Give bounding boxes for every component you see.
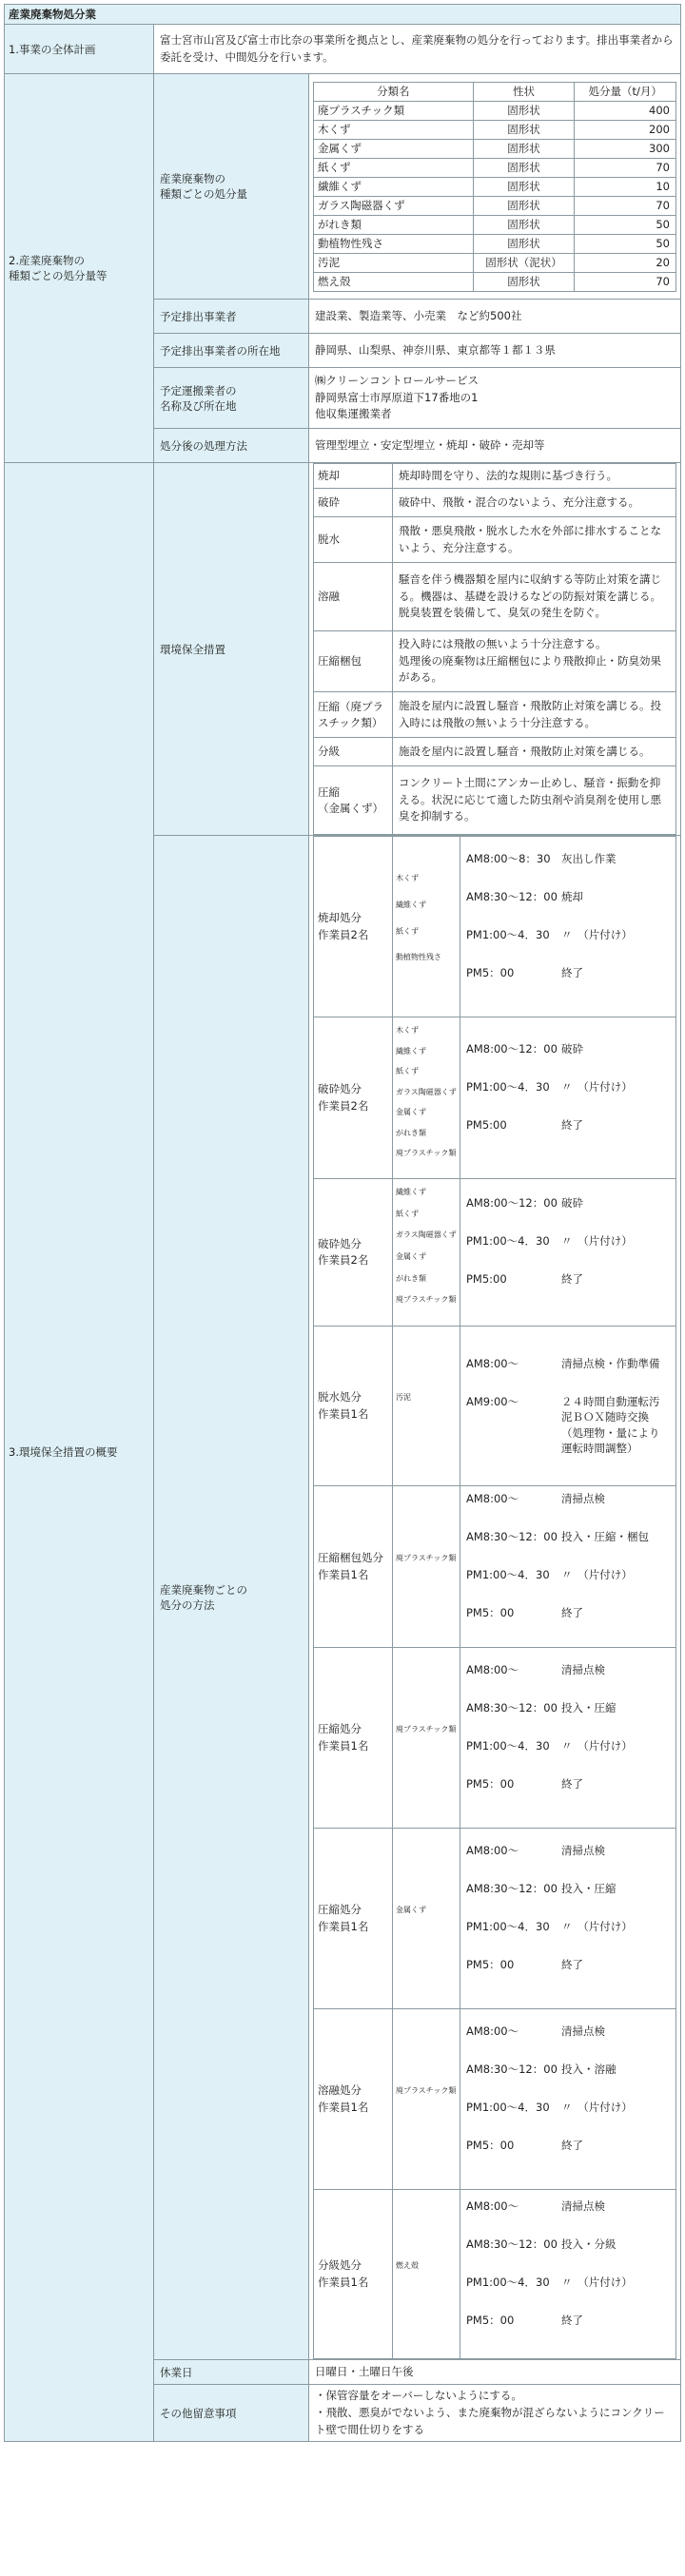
env-item-text: 投入時には飛散の無いよう十分注意する。 処理後の廃棄物は圧縮梱包により飛散抑止・防臭効果がある。 — [393, 631, 676, 692]
env-item-name: 焼却 — [314, 464, 393, 489]
disposal-table — [4, 4, 681, 2442]
schedule-cell — [460, 1179, 676, 1327]
env-item-name: 分級 — [314, 738, 393, 766]
waste-qty: 70 — [575, 196, 676, 215]
schedule-time: AM8:30～12：00 — [466, 889, 558, 903]
method-block — [314, 1486, 676, 1648]
amount-row — [314, 196, 676, 215]
method-label: 処分後の処理方法 — [154, 429, 309, 463]
amount-row — [314, 139, 676, 158]
amount-label: 産業廃棄物の 種類ごとの処分量 — [154, 74, 309, 300]
col-header-name: 分類名 — [314, 82, 474, 101]
schedule-activity: 〃 （片付け） — [561, 1567, 633, 1581]
schedule-row — [466, 1233, 670, 1271]
waste-qty: 50 — [575, 215, 676, 234]
waste-types-cell — [393, 1829, 460, 2009]
amount-row — [314, 272, 676, 291]
waste-type-tag: 汚泥 — [396, 1392, 411, 1402]
env-item-text: 施設を屋内に設置し騒音・飛散防止対策を講じる。 — [393, 738, 676, 766]
schedule-row — [466, 1843, 670, 1881]
emitters-label: 予定排出事業者 — [154, 300, 309, 334]
waste-qty: 200 — [575, 120, 676, 139]
waste-type-tag: ガラス陶磁器くず — [396, 1230, 457, 1240]
method-block — [314, 1648, 676, 1829]
waste-type-tag: 廃プラスチック類 — [396, 2085, 457, 2095]
schedule-time: AM8:00～8：30 — [466, 851, 551, 865]
waste-state: 固形状 — [473, 196, 575, 215]
waste-type-tag: 廃プラスチック類 — [396, 1553, 457, 1562]
schedule-cell — [460, 1829, 676, 2009]
waste-type-tag: 燃え殻 — [396, 2260, 419, 2270]
waste-types-cell — [393, 1327, 460, 1486]
method-block-name: 焼却処分 作業員2名 — [314, 837, 393, 1017]
schedule-time: PM1:00～4．30 — [466, 1079, 550, 1094]
schedule-cell — [460, 2190, 676, 2359]
waste-type-tag: 金属くず — [396, 1252, 426, 1261]
waste-qty: 20 — [575, 253, 676, 272]
schedule-time: AM8:00～12：00 — [466, 1196, 558, 1210]
schedule-row — [466, 2275, 670, 2313]
method-block-name: 破砕処分 作業員2名 — [314, 1179, 393, 1327]
schedule-time: PM5：00 — [466, 1957, 515, 1971]
waste-type-tag: 廃プラスチック類 — [396, 1724, 457, 1733]
waste-qty: 400 — [575, 101, 676, 120]
waste-state: 固形状 — [473, 158, 575, 177]
waste-state: 固形状（泥状） — [473, 253, 575, 272]
schedule-row — [466, 1394, 670, 1455]
waste-type-tag: 金属くず — [396, 1108, 426, 1117]
schedule-activity: 投入・圧縮 — [561, 1881, 616, 1895]
waste-name: ガラス陶磁器くず — [314, 196, 474, 215]
waste-types-cell — [393, 837, 460, 1017]
schedule-time: AM8:00～12：00 — [466, 1041, 558, 1056]
method-block-name: 圧縮処分 作業員1名 — [314, 1829, 393, 2009]
emitters-value: 建設業、製造業等、小売業 など約500社 — [309, 300, 681, 334]
schedule-activity: 清掃点検 — [561, 2024, 605, 2038]
waste-name: 木くず — [314, 120, 474, 139]
waste-type-tag: 動植物性残さ — [396, 953, 441, 962]
schedule-time: PM1:00～4．30 — [466, 1919, 550, 1933]
env-item-name: 圧縮梱包 — [314, 631, 393, 692]
waste-type-tag: 繊維くず — [396, 1046, 426, 1056]
schedule-activity: 投入・溶融 — [561, 2062, 616, 2076]
waste-types-cell — [393, 2190, 460, 2359]
schedule-activity: 清掃点検 — [561, 1843, 605, 1857]
schedule-activity: 破砕 — [561, 1196, 583, 1210]
transport-value: ㈱クリーンコントロールサービス 静岡県富士市厚原道下17番地の1 他収集運搬業者 — [309, 368, 681, 429]
schedule-row — [466, 2237, 670, 2275]
method-block — [314, 1017, 676, 1179]
schedule-time: PM1:00～4．30 — [466, 1567, 550, 1581]
schedule-time: AM8:00～ — [466, 1843, 519, 1857]
schedule-time: PM5：00 — [466, 1605, 515, 1619]
schedule-activity: 〃 （片付け） — [561, 1079, 633, 1094]
waste-type-tag: がれき類 — [396, 1273, 426, 1283]
schedule-row — [466, 851, 670, 889]
waste-state: 固形状 — [473, 215, 575, 234]
schedule-row — [466, 889, 670, 927]
waste-types-cell — [393, 1017, 460, 1179]
schedule-activity: 焼却 — [561, 889, 583, 903]
schedule-cell — [460, 1017, 676, 1179]
method-block-name: 溶融処分 作業員1名 — [314, 2009, 393, 2190]
env-item-name: 圧縮 （金属くず） — [314, 766, 393, 835]
schedule-row — [466, 2024, 670, 2062]
waste-state: 固形状 — [473, 234, 575, 253]
location-label: 予定排出事業者の所在地 — [154, 334, 309, 368]
waste-type-tag: 繊維くず — [396, 1188, 426, 1197]
waste-state: 固形状 — [473, 177, 575, 196]
waste-name: がれき類 — [314, 215, 474, 234]
env-row — [314, 766, 676, 835]
col-header-state: 性状 — [473, 82, 575, 101]
transport-label: 予定運搬業者の 名称及び所在地 — [154, 368, 309, 429]
schedule-cell — [460, 2009, 676, 2190]
schedule-time: PM5：00 — [466, 965, 515, 979]
section-1-text: 富士宮市山宮及び富士市比奈の事業所を拠点とし、産業廃棄物の処分を行っております。排出事業者から委託を受け、中間処分を行います。 — [154, 25, 681, 74]
schedule-row — [466, 2198, 670, 2237]
schedule-row — [466, 965, 670, 1003]
waste-qty: 50 — [575, 234, 676, 253]
schedule-activity: 終了 — [561, 1272, 583, 1286]
waste-name: 汚泥 — [314, 253, 474, 272]
waste-name: 繊維くず — [314, 177, 474, 196]
schedule-row — [466, 2313, 670, 2351]
section-3-label: 3.環境保全措置の概要 — [5, 463, 154, 2442]
amount-row — [314, 215, 676, 234]
schedule-time: PM1:00～4．30 — [466, 2100, 550, 2114]
schedule-row — [466, 1195, 670, 1233]
env-item-text: 破砕中、飛散・混合のないよう、充分注意する。 — [393, 489, 676, 517]
schedule-activity: 清掃点検 — [561, 1491, 605, 1505]
schedule-activity: 〃 （片付け） — [561, 1738, 633, 1753]
env-row — [314, 738, 676, 766]
env-table — [313, 463, 676, 835]
env-item-text: 飛散・悪臭飛散・脱水した水を外部に排水することないよう、充分注意する。 — [393, 517, 676, 563]
schedule-activity: 〃 （片付け） — [561, 1234, 633, 1248]
notes-label: その他留意事項 — [154, 2385, 309, 2442]
holiday-value: 日曜日・土曜日午後 — [309, 2360, 681, 2385]
schedule-activity: 終了 — [561, 1957, 583, 1971]
section-2-label: 2.産業廃棄物の 種類ごとの処分量等 — [5, 74, 154, 463]
schedule-row — [466, 2062, 670, 2100]
env-row — [314, 563, 676, 631]
schedule-activity: 清掃点検・作動準備 — [561, 1357, 660, 1371]
schedule-time: AM8:00～ — [466, 2024, 519, 2038]
schedule-time: AM8:00～ — [466, 2198, 519, 2213]
waste-qty: 10 — [575, 177, 676, 196]
schedule-activity: 投入・圧縮 — [561, 1700, 616, 1714]
schedule-time: AM8:00～ — [466, 1662, 519, 1676]
schedule-activity: 終了 — [561, 2138, 583, 2152]
document-page — [4, 4, 681, 2571]
schedule-time: AM8:30～12：00 — [466, 2062, 558, 2076]
env-item-name: 破砕 — [314, 489, 393, 517]
section-1-label: 1.事業の全体計画 — [5, 25, 154, 74]
page-title: 産業廃棄物処分業 — [5, 5, 681, 25]
waste-type-tag: 木くず — [396, 1025, 419, 1035]
waste-name: 燃え殻 — [314, 272, 474, 291]
method-block — [314, 2190, 676, 2359]
waste-name: 廃プラスチック類 — [314, 101, 474, 120]
waste-type-tag: ガラス陶磁器くず — [396, 1087, 457, 1096]
waste-type-tag: 木くず — [396, 874, 419, 883]
schedule-time: AM8:30～12：00 — [466, 2237, 558, 2251]
env-label: 環境保全措置 — [154, 463, 309, 836]
amount-row — [314, 120, 676, 139]
notes-value: ・保管容量をオーバーしないようにする。 ・飛散、悪臭がでないよう、また廃棄物が混ざらないようにコンクリート壁で間仕切りをする — [309, 2385, 681, 2442]
method-block-name: 分級処分 作業員1名 — [314, 2190, 393, 2359]
schedule-activity: 終了 — [561, 1776, 583, 1791]
schedule-cell — [460, 1327, 676, 1486]
schedule-row — [466, 1079, 670, 1117]
schedule-row — [466, 1356, 670, 1394]
schedule-row — [466, 927, 670, 965]
schedule-time: PM5：00 — [466, 1776, 515, 1791]
schedule-row — [466, 1738, 670, 1776]
method-block — [314, 1179, 676, 1327]
schedule-time: AM8:30～12：00 — [466, 1881, 558, 1895]
schedule-time: PM1:00～4．30 — [466, 927, 550, 941]
env-row — [314, 489, 676, 517]
schedule-row — [466, 1605, 670, 1643]
waste-type-tag: 繊維くず — [396, 900, 426, 909]
env-item-name: 溶融 — [314, 563, 393, 631]
waste-types-cell — [393, 1486, 460, 1648]
env-row — [314, 517, 676, 563]
location-value: 静岡県、山梨県、神奈川県、東京都等１都１３県 — [309, 334, 681, 368]
schedule-row — [466, 1957, 670, 1995]
schedule-activity: ２４時間自動運転汚泥ＢＯＸ随時交換 （処理物・量により運転時間調整） — [561, 1395, 660, 1455]
schedule-time: PM5:00 — [466, 1117, 507, 1132]
waste-qty: 70 — [575, 158, 676, 177]
schedule-activity: 終了 — [561, 1605, 583, 1619]
schedule-row — [466, 1117, 670, 1155]
schedule-activity: 清掃点検 — [561, 2198, 605, 2213]
method-block — [314, 837, 676, 1017]
schedule-activity: 終了 — [561, 1117, 583, 1132]
schedule-row — [466, 1881, 670, 1919]
waste-name: 金属くず — [314, 139, 474, 158]
amount-table — [313, 82, 676, 292]
waste-state: 固形状 — [473, 272, 575, 291]
amount-row — [314, 234, 676, 253]
waste-state: 固形状 — [473, 120, 575, 139]
holiday-label: 休業日 — [154, 2360, 309, 2385]
waste-name: 動植物性残さ — [314, 234, 474, 253]
schedule-cell — [460, 837, 676, 1017]
schedule-activity: 投入・分級 — [561, 2237, 616, 2251]
env-row — [314, 692, 676, 738]
method-table — [313, 836, 676, 2359]
env-item-name: 圧縮（廃プラスチック類） — [314, 692, 393, 738]
schedule-time: PM1:00～4．30 — [466, 1738, 550, 1753]
waste-state: 固形状 — [473, 139, 575, 158]
waste-type-tag: がれき類 — [396, 1128, 426, 1137]
method-block-name: 圧縮梱包処分 作業員1名 — [314, 1486, 393, 1648]
waste-qty: 70 — [575, 272, 676, 291]
schedule-time: AM8:30～12：00 — [466, 1700, 558, 1714]
col-header-qty: 処分量（t/月） — [575, 82, 676, 101]
waste-types-cell — [393, 1648, 460, 1829]
method-block-name: 脱水処分 作業員1名 — [314, 1327, 393, 1486]
waste-qty: 300 — [575, 139, 676, 158]
method-block — [314, 1829, 676, 2009]
schedule-activity: 投入・圧縮・梱包 — [561, 1529, 649, 1543]
schedule-activity: 終了 — [561, 2313, 583, 2327]
schedule-activity: 清掃点検 — [561, 1662, 605, 1676]
waste-type-tag: 廃プラスチック類 — [396, 1149, 457, 1158]
schedule-time: PM1:00～4．30 — [466, 2275, 550, 2289]
schedule-time: AM8:00～ — [466, 1491, 519, 1505]
schedule-activity: 〃 （片付け） — [561, 2275, 633, 2289]
env-item-text: 焼却時間を守り、法的な規則に基づき行う。 — [393, 464, 676, 489]
waste-state: 固形状 — [473, 101, 575, 120]
schedule-time: PM5：00 — [466, 2313, 515, 2327]
schedule-row — [466, 2138, 670, 2176]
schedule-row — [466, 2100, 670, 2138]
schedule-activity: 〃 （片付け） — [561, 927, 633, 941]
amount-row — [314, 158, 676, 177]
env-item-text: 施設を屋内に設置し騒音・飛散防止対策を講じる。投入時には飛散の無いよう十分注意する。 — [393, 692, 676, 738]
schedule-cell — [460, 1486, 676, 1648]
schedule-row — [466, 1700, 670, 1738]
waste-type-tag: 紙くず — [396, 926, 419, 936]
method-per-waste-label: 産業廃棄物ごとの 処分の方法 — [154, 836, 309, 2360]
env-row — [314, 464, 676, 489]
method-block-name: 破砕処分 作業員2名 — [314, 1017, 393, 1179]
schedule-time: PM5:00 — [466, 1272, 507, 1286]
schedule-activity: 灰出し作業 — [561, 851, 616, 865]
waste-types-cell — [393, 1179, 460, 1327]
schedule-row — [466, 1041, 670, 1079]
schedule-cell — [460, 1648, 676, 1829]
waste-type-tag: 廃プラスチック類 — [396, 1295, 457, 1305]
amount-row — [314, 253, 676, 272]
schedule-row — [466, 1271, 670, 1309]
schedule-activity: 〃 （片付け） — [561, 1919, 633, 1933]
schedule-row — [466, 1491, 670, 1529]
waste-type-tag: 紙くず — [396, 1067, 419, 1076]
method-block — [314, 1327, 676, 1486]
env-item-name: 脱水 — [314, 517, 393, 563]
method-block-name: 圧縮処分 作業員1名 — [314, 1648, 393, 1829]
schedule-row — [466, 1662, 670, 1700]
method-value: 管理型埋立・安定型埋立・焼却・破砕・売却等 — [309, 429, 681, 463]
schedule-row — [466, 1919, 670, 1957]
schedule-time: AM8:30～12：00 — [466, 1529, 558, 1543]
schedule-time: PM1:00～4．30 — [466, 1234, 550, 1248]
schedule-row — [466, 1776, 670, 1814]
waste-name: 紙くず — [314, 158, 474, 177]
env-item-text: コンクリート土間にアンカー止めし、騒音・振動を抑える。状況に応じて適した防虫剤や消臭剤を使用し悪臭を抑制する。 — [393, 766, 676, 835]
method-block — [314, 2009, 676, 2190]
waste-type-tag: 紙くず — [396, 1209, 419, 1218]
waste-type-tag: 金属くず — [396, 1905, 426, 1914]
schedule-row — [466, 1529, 670, 1567]
waste-types-cell — [393, 2009, 460, 2190]
schedule-activity: 破砕 — [561, 1041, 583, 1056]
schedule-time: PM5：00 — [466, 2138, 515, 2152]
schedule-time: AM9:00～ — [466, 1395, 519, 1409]
schedule-row — [466, 1567, 670, 1605]
schedule-activity: 〃 （片付け） — [561, 2100, 633, 2114]
amount-row — [314, 101, 676, 120]
schedule-activity: 終了 — [561, 965, 583, 979]
schedule-time: AM8:00～ — [466, 1357, 519, 1371]
env-row — [314, 631, 676, 692]
amount-row — [314, 177, 676, 196]
env-item-text: 騒音を伴う機器類を屋内に収納する等防止対策を講じる。機器は、基礎を設けるなどの防振対策を講じる。脱臭装置を装備して、臭気の発生を防ぐ。 — [393, 563, 676, 631]
